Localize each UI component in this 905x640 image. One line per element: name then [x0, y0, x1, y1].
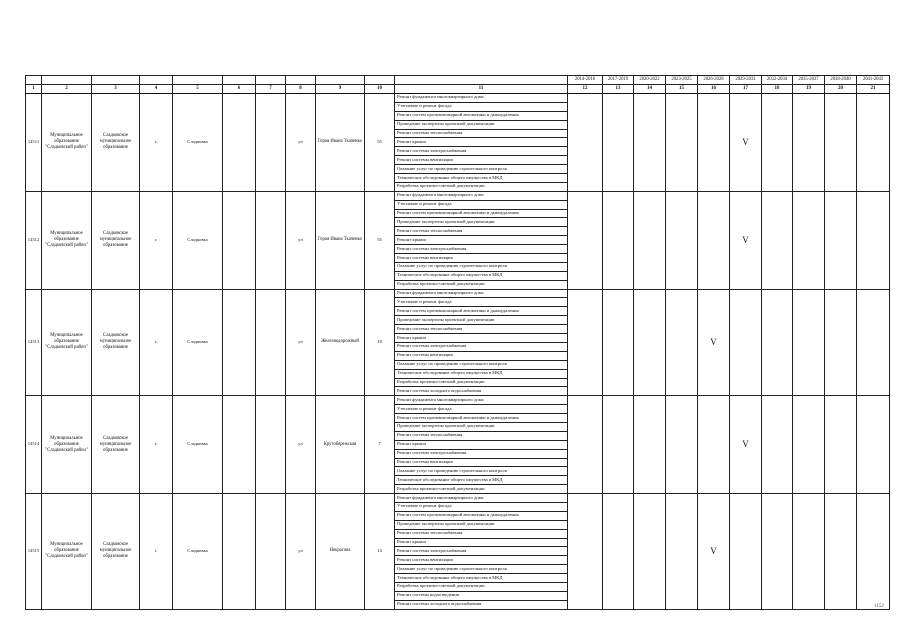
work-item: Проведение экспертизы проектной документации: [395, 120, 568, 129]
schedule-cell: [762, 396, 793, 494]
record-id: 14511: [26, 94, 42, 192]
column-number: 7: [256, 85, 286, 94]
column-number: 11: [395, 85, 568, 94]
work-item: Ремонт системы электроснабжения: [395, 449, 568, 458]
schedule-cell: [793, 396, 825, 494]
column-number: 8: [286, 85, 316, 94]
schedule-cell: [634, 396, 666, 494]
schedule-cell: [698, 191, 730, 289]
work-item: Разработка проектно-сметной документации: [395, 280, 568, 289]
table-row: [26, 191, 890, 200]
work-item: Техническое обследование общего имущества в МКД: [395, 476, 568, 485]
empty-cell: [223, 191, 256, 289]
street-type: ул: [286, 191, 316, 289]
column-number: 2: [42, 85, 92, 94]
column-number: 1: [26, 85, 42, 94]
schedule-cell: [603, 289, 634, 396]
schedule-cell: [857, 396, 890, 494]
settlement: Сладковское муниципальное образование: [92, 396, 140, 494]
work-item: Оказание услуг по проведению строительного контроля: [395, 360, 568, 369]
house-number: 14: [365, 494, 395, 610]
street-name: Некрасова: [316, 494, 365, 610]
year-header: 2020-2022: [634, 76, 666, 85]
locality: Сладковка: [173, 396, 223, 494]
record-id: 14515: [26, 494, 42, 610]
year-header-row: [26, 76, 890, 85]
work-item: Проведение экспертизы проектной документации: [395, 422, 568, 431]
settlement: Сладковское муниципальное образование: [92, 94, 140, 192]
work-item: Утепление и ремонт фасада: [395, 200, 568, 209]
schedule-cell: [568, 396, 603, 494]
work-item: Проведение экспертизы проектной документации: [395, 316, 568, 325]
work-item: Ремонт системы вентиляции: [395, 458, 568, 467]
work-item: Оказание услуг по проведению строительного контроля: [395, 565, 568, 574]
work-item: Утепление и ремонт фасада: [395, 502, 568, 511]
work-item: Техническое обследование общего имущества в МКД: [395, 574, 568, 583]
work-item: Разработка проектно-сметной документации: [395, 378, 568, 387]
empty-cell: [256, 94, 286, 192]
locality: Сладковка: [173, 94, 223, 192]
schedule-cell: [762, 289, 793, 396]
work-item: Ремонт системы электроснабжения: [395, 147, 568, 156]
empty-cell: [256, 396, 286, 494]
locality-type: г.: [140, 191, 173, 289]
schedule-cell: [698, 94, 730, 192]
column-number-row: [26, 85, 890, 94]
column-number: 5: [173, 85, 223, 94]
schedule-cell: [568, 494, 603, 610]
schedule-cell: [603, 396, 634, 494]
schedule-cell: [793, 289, 825, 396]
schedule-mark: V: [730, 94, 762, 192]
street-type: ул: [286, 94, 316, 192]
schedule-cell: [825, 191, 857, 289]
work-item: Ремонт крыши: [395, 138, 568, 147]
schedule-cell: [825, 396, 857, 494]
schedule-mark: V: [730, 396, 762, 494]
column-number: 9: [316, 85, 365, 94]
work-item: Оказание услуг по проведению строительного контроля: [395, 262, 568, 271]
work-item: Ремонт фундамента многоквартирного дома: [395, 494, 568, 503]
schedule-cell: [568, 94, 603, 192]
schedule-cell: [666, 191, 698, 289]
work-item: Ремонт системы вентиляции: [395, 556, 568, 565]
column-number: 14: [634, 85, 666, 94]
column-number: 19: [793, 85, 825, 94]
work-item: Оказание услуг по проведению строительного контроля: [395, 467, 568, 476]
work-item: Разработка проектно-сметной документации: [395, 182, 568, 191]
work-item: Ремонт системы вентиляции: [395, 254, 568, 263]
schedule-cell: [825, 94, 857, 192]
schedule-mark: V: [698, 494, 730, 610]
schedule-cell: [730, 289, 762, 396]
work-item: Ремонт фундамента многоквартирного дома: [395, 396, 568, 405]
column-number: 13: [603, 85, 634, 94]
municipality: Муниципальное образование "Сладковский район": [42, 94, 92, 192]
schedule-cell: [568, 289, 603, 396]
empty-cell: [223, 396, 256, 494]
work-item: Проведение экспертизы проектной документации: [395, 520, 568, 529]
work-item: Ремонт систем противопожарной автоматики и дымоудаления: [395, 111, 568, 120]
column-number: 6: [223, 85, 256, 94]
table-row: [26, 396, 890, 405]
table-row: [26, 94, 890, 103]
table-body: [26, 76, 890, 610]
capital-repair-table: [25, 75, 890, 610]
year-header: 2035-2037: [793, 76, 825, 85]
year-header: 2023-2025: [666, 76, 698, 85]
work-item: Ремонт системы водоотведения: [395, 591, 568, 600]
table-row: [26, 289, 890, 298]
schedule-cell: [857, 191, 890, 289]
schedule-cell: [762, 94, 793, 192]
schedule-mark: V: [698, 289, 730, 396]
year-header: 2038-2040: [825, 76, 857, 85]
column-number: 20: [825, 85, 857, 94]
empty-cell: [223, 94, 256, 192]
work-item: Ремонт системы теплоснабжения: [395, 431, 568, 440]
municipality: Муниципальное образование "Сладковский район": [42, 191, 92, 289]
year-header: 2029-2031: [730, 76, 762, 85]
locality: Сладковка: [173, 494, 223, 610]
street-name: Героя Ивана Ткаченко: [316, 94, 365, 192]
work-item: Техническое обследование общего имущества в МКД: [395, 271, 568, 280]
street-type: ул: [286, 289, 316, 396]
schedule-cell: [762, 494, 793, 610]
work-item: Ремонт систем противопожарной автоматики и дымоудаления: [395, 511, 568, 520]
schedule-cell: [825, 289, 857, 396]
schedule-cell: [603, 494, 634, 610]
schedule-cell: [857, 94, 890, 192]
schedule-cell: [666, 396, 698, 494]
year-header: 2032-2034: [762, 76, 793, 85]
street-name: Крутобережская: [316, 396, 365, 494]
locality-type: г.: [140, 494, 173, 610]
street-name: Героя Ивана Ткаченко: [316, 191, 365, 289]
column-number: 3: [92, 85, 140, 94]
column-number: 17: [730, 85, 762, 94]
work-item: Ремонт систем противопожарной автоматики и дымоудаления: [395, 209, 568, 218]
empty-cell: [256, 494, 286, 610]
work-item: Разработка проектно-сметной документации: [395, 582, 568, 591]
empty-cell: [223, 494, 256, 610]
work-item: Ремонт системы вентиляции: [395, 156, 568, 165]
schedule-cell: [793, 191, 825, 289]
schedule-cell: [666, 94, 698, 192]
schedule-cell: [730, 494, 762, 610]
empty-cell: [223, 289, 256, 396]
schedule-cell: [698, 396, 730, 494]
record-id: 14513: [26, 289, 42, 396]
work-item: Ремонт системы теплоснабжения: [395, 227, 568, 236]
schedule-cell: [857, 494, 890, 610]
record-id: 14512: [26, 191, 42, 289]
work-item: Проведение экспертизы проектной документации: [395, 218, 568, 227]
schedule-cell: [825, 494, 857, 610]
schedule-cell: [793, 494, 825, 610]
house-number: 55: [365, 191, 395, 289]
column-number: 12: [568, 85, 603, 94]
locality-type: г.: [140, 94, 173, 192]
work-item: Ремонт системы электроснабжения: [395, 245, 568, 254]
column-number: 10: [365, 85, 395, 94]
work-item: Утепление и ремонт фасада: [395, 102, 568, 111]
schedule-cell: [634, 289, 666, 396]
work-item: Ремонт фундамента многоквартирного дома: [395, 191, 568, 200]
schedule-mark: V: [730, 191, 762, 289]
street-type: ул: [286, 494, 316, 610]
street-type: ул: [286, 396, 316, 494]
work-item: Ремонт системы электроснабжения: [395, 547, 568, 556]
work-item: Ремонт крыши: [395, 236, 568, 245]
work-item: Оказание услуг по проведению строительного контроля: [395, 165, 568, 174]
work-item: Ремонт фундамента многоквартирного дома: [395, 289, 568, 298]
empty-cell: [256, 289, 286, 396]
work-item: Ремонт крыши: [395, 538, 568, 547]
work-item: Ремонт систем противопожарной автоматики и дымоудаления: [395, 307, 568, 316]
work-item: Утепление и ремонт фасада: [395, 298, 568, 307]
work-item: Ремонт крыши: [395, 334, 568, 343]
schedule-cell: [603, 94, 634, 192]
column-number: 18: [762, 85, 793, 94]
schedule-cell: [666, 494, 698, 610]
settlement: Сладковское муниципальное образование: [92, 289, 140, 396]
record-id: 14514: [26, 396, 42, 494]
work-item: Ремонт системы теплоснабжения: [395, 129, 568, 138]
work-item: Разработка проектно-сметной документации: [395, 485, 568, 494]
column-number: 16: [698, 85, 730, 94]
column-number: 4: [140, 85, 173, 94]
locality-type: г.: [140, 396, 173, 494]
house-number: 7: [365, 396, 395, 494]
work-item: Ремонт системы вентиляции: [395, 351, 568, 360]
schedule-cell: [634, 494, 666, 610]
empty-cell: [256, 191, 286, 289]
locality: Сладковка: [173, 191, 223, 289]
schedule-cell: [857, 289, 890, 396]
schedule-cell: [634, 94, 666, 192]
year-header: 2041-2043: [857, 76, 890, 85]
schedule-cell: [666, 289, 698, 396]
schedule-cell: [793, 94, 825, 192]
house-number: 18: [365, 289, 395, 396]
schedule-cell: [603, 191, 634, 289]
work-item: Ремонт системы электроснабжения: [395, 342, 568, 351]
municipality: Муниципальное образование "Сладковский район": [42, 289, 92, 396]
year-header: 2017-2019: [603, 76, 634, 85]
work-item: Техническое обследование общего имущества в МКД: [395, 174, 568, 183]
work-item: Утепление и ремонт фасада: [395, 405, 568, 414]
street-name: Железнодорожный: [316, 289, 365, 396]
work-item: Ремонт системы теплоснабжения: [395, 529, 568, 538]
year-header: 2026-2028: [698, 76, 730, 85]
year-header: 2014-2016: [568, 76, 603, 85]
page-number: 1152: [874, 604, 884, 609]
work-item: Ремонт фундамента многоквартирного дома: [395, 94, 568, 103]
locality: Сладковка: [173, 289, 223, 396]
locality-type: г.: [140, 289, 173, 396]
work-item: Ремонт системы холодного водоснабжения: [395, 600, 568, 609]
schedule-cell: [568, 191, 603, 289]
column-number: 15: [666, 85, 698, 94]
column-number: 21: [857, 85, 890, 94]
work-item: Ремонт систем противопожарной автоматики и дымоудаления: [395, 414, 568, 423]
schedule-cell: [634, 191, 666, 289]
municipality: Муниципальное образование "Сладковский район": [42, 494, 92, 610]
municipality: Муниципальное образование "Сладковский район": [42, 396, 92, 494]
work-item: Ремонт системы холодного водоснабжения: [395, 387, 568, 396]
settlement: Сладковское муниципальное образование: [92, 494, 140, 610]
work-item: Ремонт крыши: [395, 440, 568, 449]
house-number: 55: [365, 94, 395, 192]
work-item: Ремонт системы теплоснабжения: [395, 325, 568, 334]
settlement: Сладковское муниципальное образование: [92, 191, 140, 289]
schedule-cell: [762, 191, 793, 289]
work-item: Техническое обследование общего имущества в МКД: [395, 369, 568, 378]
table-row: [26, 494, 890, 503]
